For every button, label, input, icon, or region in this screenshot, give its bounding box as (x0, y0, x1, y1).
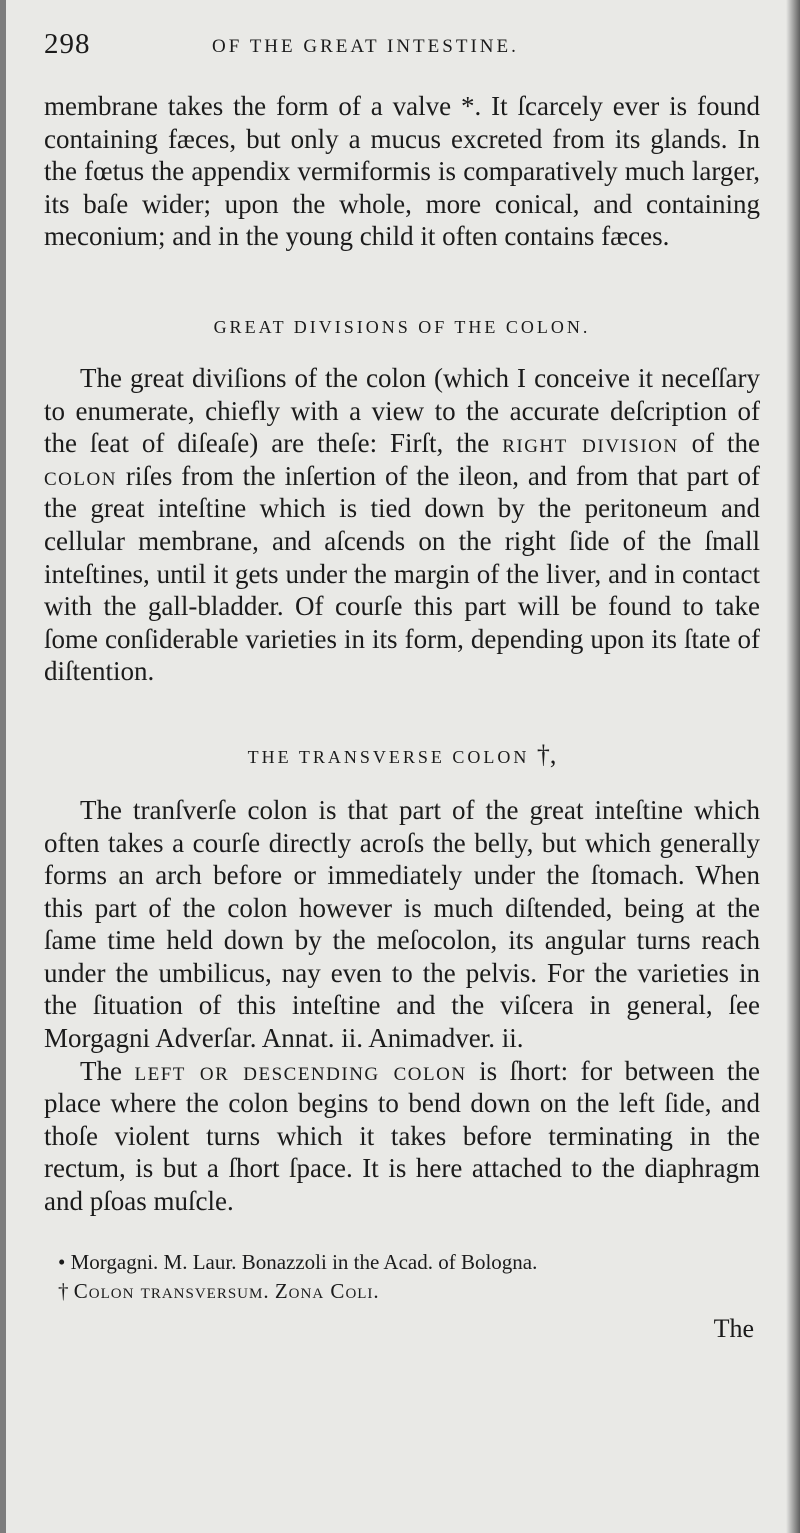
heading-transverse-colon (44, 740, 760, 770)
term-colon: colon (44, 460, 117, 491)
text-run: is ſhort: for between the place where the colon begins to bend down on the left ſide, and thoſe violent turns which it takes before terminating in the rectum, is but a ſhort ſpace. It is here attached to the diaphragm and pſoas muſcle. (44, 1055, 761, 1217)
running-title: OF THE GREAT INTESTINE. (212, 36, 519, 57)
catchword: The (713, 1313, 754, 1343)
running-head (44, 22, 760, 66)
paragraph-great-divisions (44, 362, 760, 688)
footnote-term: Zona Coli. (274, 1278, 380, 1303)
text-run: of the (678, 428, 761, 459)
page-number: 298 (44, 28, 91, 60)
dagger-mark: †, (536, 739, 557, 769)
footnote-2 (44, 1277, 760, 1306)
paragraph-transverse-colon: The tranſverſe colon is that part of the great inteſtine which often takes a courſe directly acroſs the belly, but which generally forms an arch before or immediately under the ſtomach. When this part of the colon however is much diſtended, being at the ſame time held down by the meſocolon, its angular turns reach under the umbilicus, nay even to the pelvis. For the varieties in the ſituation of this inteſtine and the viſcera in general, ſee Morgagni Adverſar. Annat. ii. Animadver. ii. (44, 794, 760, 1054)
footnote-1: • Morgagni. M. Laur. Bonazzoli in the Acad. of Bologna. (58, 1249, 538, 1274)
footnotes (44, 1248, 760, 1306)
footnote-term: Colon transversum. (73, 1278, 270, 1303)
paragraph-valve: membrane takes the form of a valve *. It ſcarcely ever is found containing fæces, but only a mucus excreted from its glands. In the fœtus the appendix vermiformis is comparatively much larger, its baſe wider; upon the whole, more conical, and containing meconium; and in the young child it often contains fæces. (44, 91, 760, 252)
term-right-division: right division (502, 428, 679, 459)
heading-great-divisions: GREAT DIVISIONS OF THE COLON. (213, 316, 591, 337)
heading-text: THE TRANSVERSE COLON (247, 746, 530, 767)
text-run: riſes from the inſertion of the ileon, and from that part of the great inteſtine which is tied down by the peritoneum and cellular membrane, and aſcends on the right ſide of the ſmall inteſtines, until it gets under the margin of the liver, and in contact with the gall-bladder. Of courſe this part will be found to take ſome conſiderable varieties in its form, depending upon its ſtate of diſtention. (44, 460, 760, 687)
dagger-mark: † (58, 1278, 74, 1303)
paragraph-descending-colon (44, 1055, 760, 1218)
term-descending-colon: left or descending colon (134, 1055, 467, 1086)
text-run: The (80, 1055, 135, 1086)
text-run: The great diviſions of the colon (which I conceive it neceſſary to enumerate, chiefly with a view to the accurate deſcription of the ſeat of diſeaſe) are theſe: Firſt, the (44, 362, 760, 459)
